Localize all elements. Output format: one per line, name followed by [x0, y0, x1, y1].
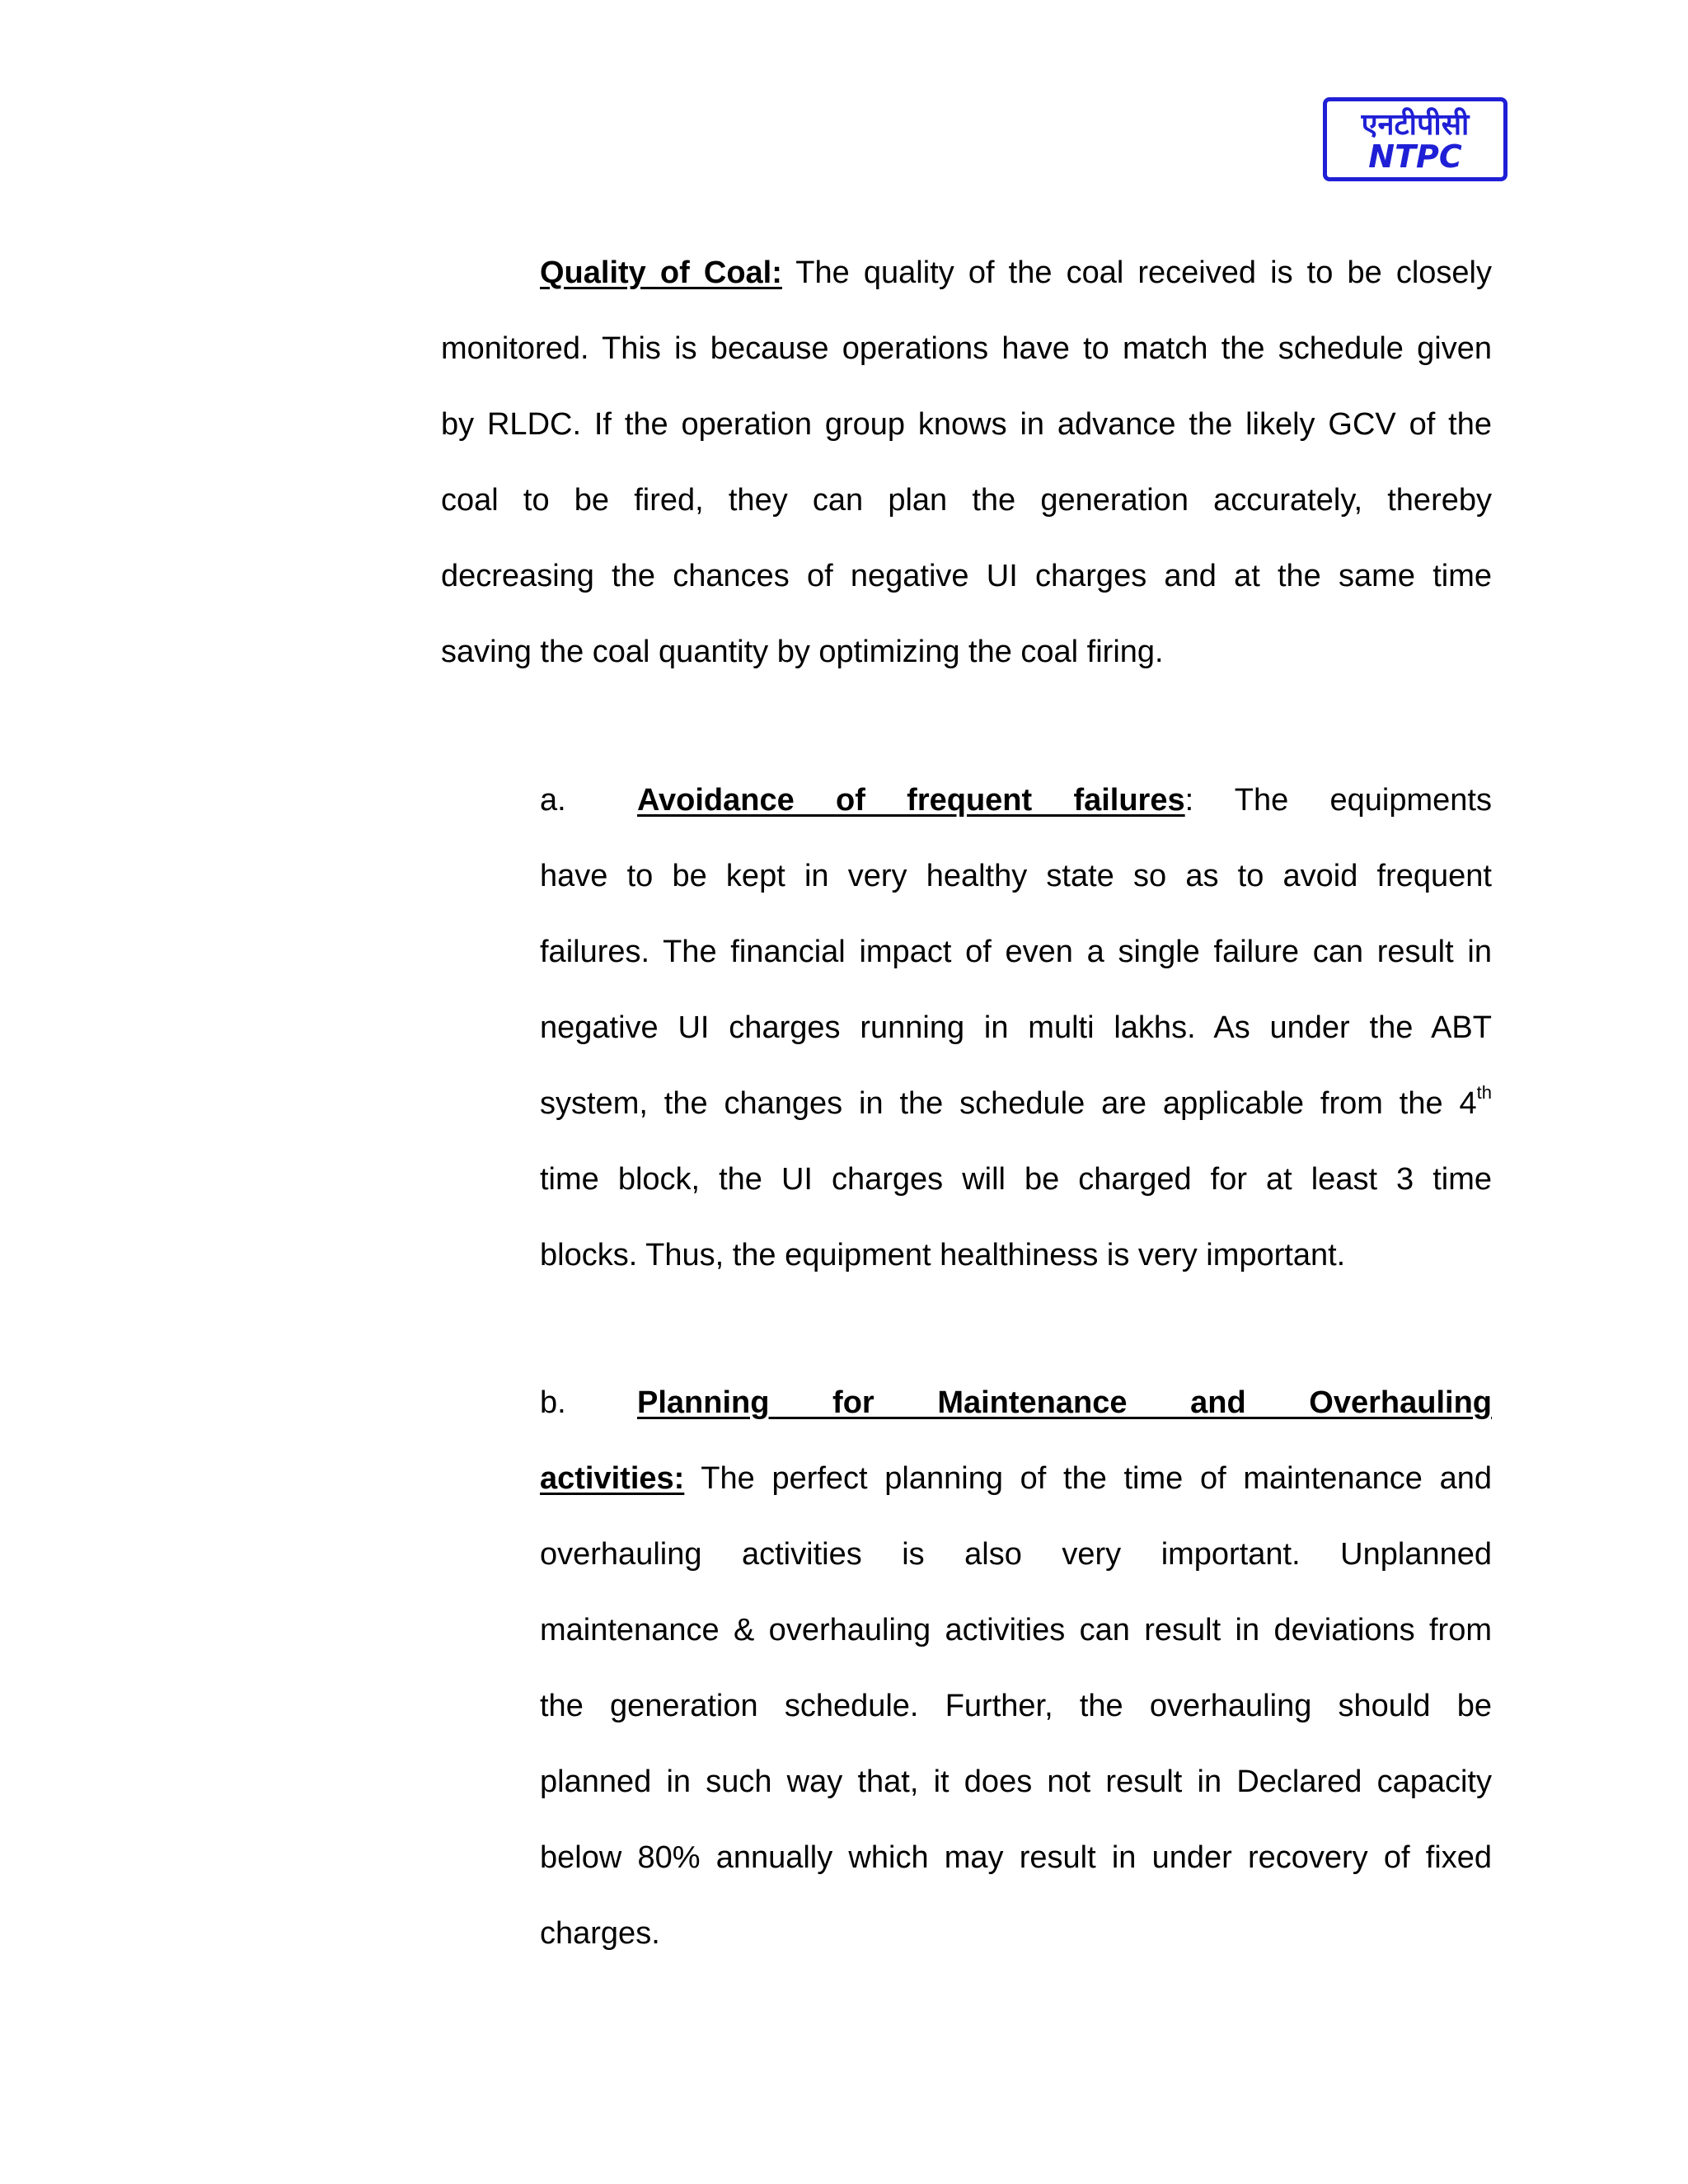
logo-english-text: NTPC — [1368, 138, 1462, 175]
maintenance-heading: Planning for Maintenance and Overhauling — [637, 1385, 1492, 1420]
paragraph-text: The perfect planning of the time of maintenance and — [684, 1461, 1492, 1496]
paragraph-line — [540, 1441, 1492, 1516]
avoidance-heading: Avoidance of frequent failures — [637, 783, 1185, 818]
quality-of-coal-paragraph — [441, 235, 1492, 690]
paragraph-line: have to be kept in very healthy state so as to avoid frequent — [540, 859, 1492, 893]
list-marker: b. — [540, 1385, 566, 1420]
paragraph-line: by RLDC. If the operation group knows in advance the likely GCV of the — [441, 407, 1492, 442]
paragraph-text: The quality of the coal received is to be closely — [781, 255, 1492, 290]
paragraph-text: system, the changes in the schedule are applicable from the 4 — [540, 1086, 1477, 1121]
paragraph-line: failures. The financial impact of even a single failure can result in — [540, 935, 1492, 969]
paragraph-line: below 80% annually which may result in under recovery of fixed — [540, 1840, 1492, 1875]
paragraph-line: saving the coal quantity by optimizing the coal firing. — [441, 635, 1164, 669]
list-marker: a. — [540, 783, 566, 818]
maintenance-planning-item — [540, 1365, 1492, 1971]
paragraph-text: : The equipments — [1184, 783, 1492, 818]
quality-of-coal-heading: Quality of Coal: — [540, 255, 782, 290]
paragraph-line: the generation schedule. Further, the overhauling should be — [540, 1689, 1492, 1723]
paragraph-line: blocks. Thus, the equipment healthiness is very important. — [540, 1238, 1346, 1272]
paragraph-line — [441, 762, 1492, 838]
paragraph-line: planned in such way that, it does not result in Declared capacity — [540, 1765, 1492, 1799]
avoidance-of-failures-item — [540, 762, 1492, 1293]
paragraph-line: overhauling activities is also very important. Unplanned — [540, 1537, 1492, 1572]
paragraph-line — [441, 235, 1492, 311]
paragraph-line — [441, 1365, 1492, 1441]
paragraph-line: negative UI charges running in multi lakhs. As under the ABT — [540, 1010, 1492, 1045]
paragraph-line: decreasing the chances of negative UI charges and at the same time — [441, 559, 1492, 593]
logo-hindi-text: एनटीपीसी — [1361, 108, 1470, 142]
ntpc-logo — [1323, 97, 1507, 181]
paragraph-line: coal to be fired, they can plan the generation accurately, thereby — [441, 483, 1492, 518]
maintenance-heading-continued: activities: — [540, 1461, 685, 1496]
paragraph-line: monitored. This is because operations have to match the schedule given — [441, 331, 1492, 366]
superscript-text: th — [1476, 1082, 1492, 1103]
paragraph-line: time block, the UI charges will be charged for at least 3 time — [540, 1162, 1492, 1197]
paragraph-line: charges. — [540, 1916, 660, 1951]
paragraph-line — [540, 1066, 1492, 1141]
paragraph-line: maintenance & overhauling activities can result in deviations from — [540, 1613, 1492, 1647]
